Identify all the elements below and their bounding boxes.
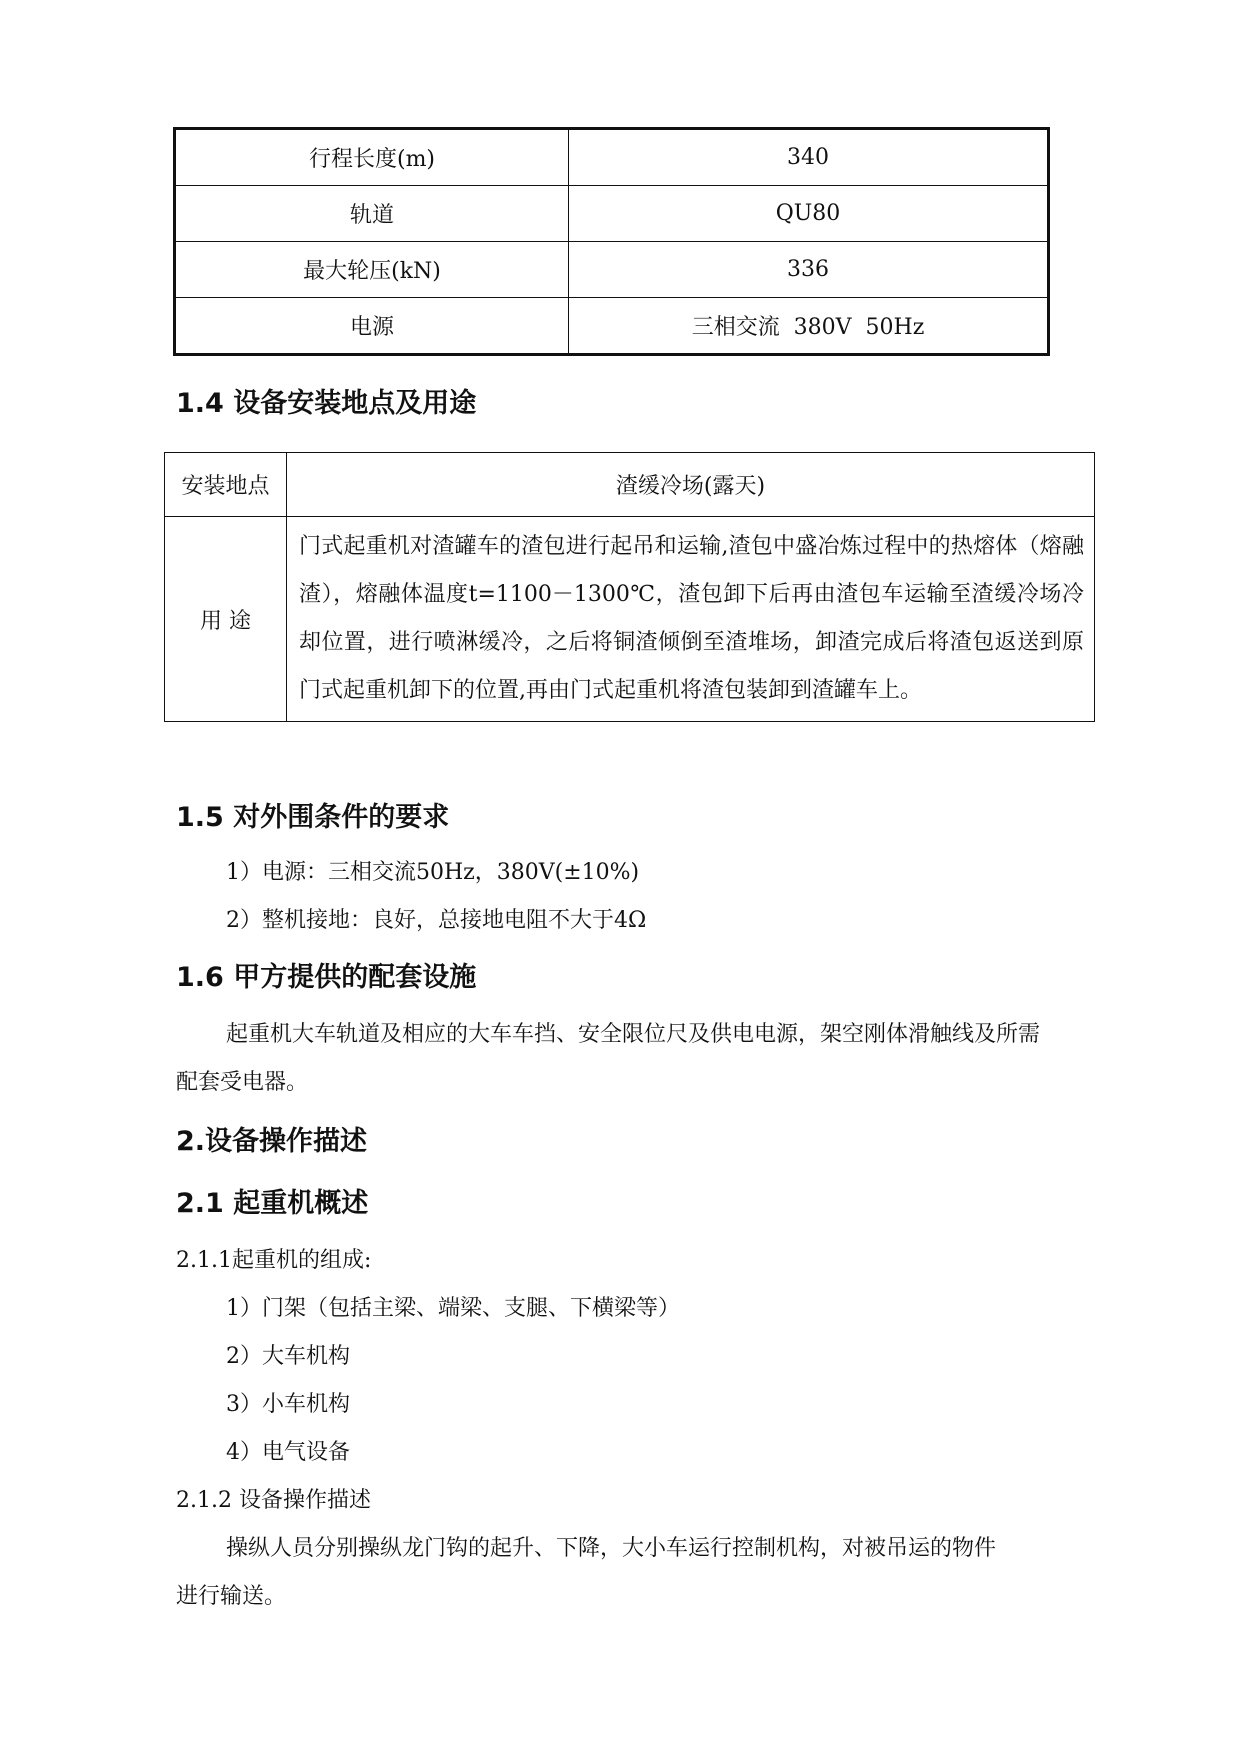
paragraph: 操纵人员分别操纵龙门钩的起升、下降，大小车运行控制机构，对被吊运的物件进行输送。 — [176, 1536, 997, 1609]
spec-label: 轨道 — [175, 186, 569, 242]
section-heading-2: 2.设备操作描述 — [176, 1126, 368, 1157]
subsection-heading-2-1-2: 2.1.2 设备操作描述 — [176, 1488, 371, 1513]
section-heading-2-1: 2.1 起重机概述 — [176, 1188, 369, 1219]
table-row — [175, 242, 1049, 298]
use-value: 门式起重机对渣罐车的渣包进行起吊和运输,渣包中盛冶炼过程中的热熔体（熔融渣），熔融体温度t=1100－1300℃，渣包卸下后再由渣包车运输至渣缓冷场冷却位置，进行喷淋缓冷，之后将铜渣倾倒至渣堆场，卸渣完成后将渣包返送到原门式起重机卸下的位置,再由门式起重机将渣包装卸到渣罐车上。 — [287, 517, 1095, 722]
list-item: 3）小车机构 — [226, 1392, 350, 1417]
install-label: 安装地点 — [165, 453, 287, 517]
spec-value: 三相交流 380V 50Hz — [569, 298, 1049, 355]
section-heading-1-4: 1.4 设备安装地点及用途 — [176, 388, 477, 419]
table-row — [175, 186, 1049, 242]
spec-label: 最大轮压(kN) — [175, 242, 569, 298]
table-row — [165, 453, 1095, 517]
spec-value: QU80 — [569, 186, 1049, 242]
list-item: 2）大车机构 — [226, 1344, 350, 1369]
list-item: 4）电气设备 — [226, 1440, 350, 1465]
use-label: 用 途 — [165, 517, 287, 722]
spec-label: 电源 — [175, 298, 569, 355]
paragraph: 起重机大车轨道及相应的大车车挡、安全限位尺及供电电源，架空刚体滑触线及所需配套受电器。 — [176, 1022, 1041, 1095]
spec-value: 340 — [569, 129, 1049, 186]
install-value: 渣缓冷场(露天) — [287, 453, 1095, 517]
list-item: 1）门架（包括主梁、端梁、支腿、下横梁等） — [226, 1296, 680, 1321]
table-row — [175, 129, 1049, 186]
subsection-heading-2-1-1: 2.1.1起重机的组成: — [176, 1248, 372, 1273]
table-row — [175, 298, 1049, 355]
spec-label: 行程长度(m) — [175, 129, 569, 186]
table-row — [165, 517, 1095, 722]
list-item: 2）整机接地：良好，总接地电阻不大于4Ω — [226, 908, 647, 933]
spec-table — [173, 127, 1050, 356]
section-heading-1-5: 1.5 对外围条件的要求 — [176, 802, 450, 833]
site-table — [164, 452, 1095, 722]
section-heading-1-6: 1.6 甲方提供的配套设施 — [176, 962, 477, 993]
spec-value: 336 — [569, 242, 1049, 298]
list-item: 1）电源：三相交流50Hz，380V(±10%) — [226, 860, 640, 885]
